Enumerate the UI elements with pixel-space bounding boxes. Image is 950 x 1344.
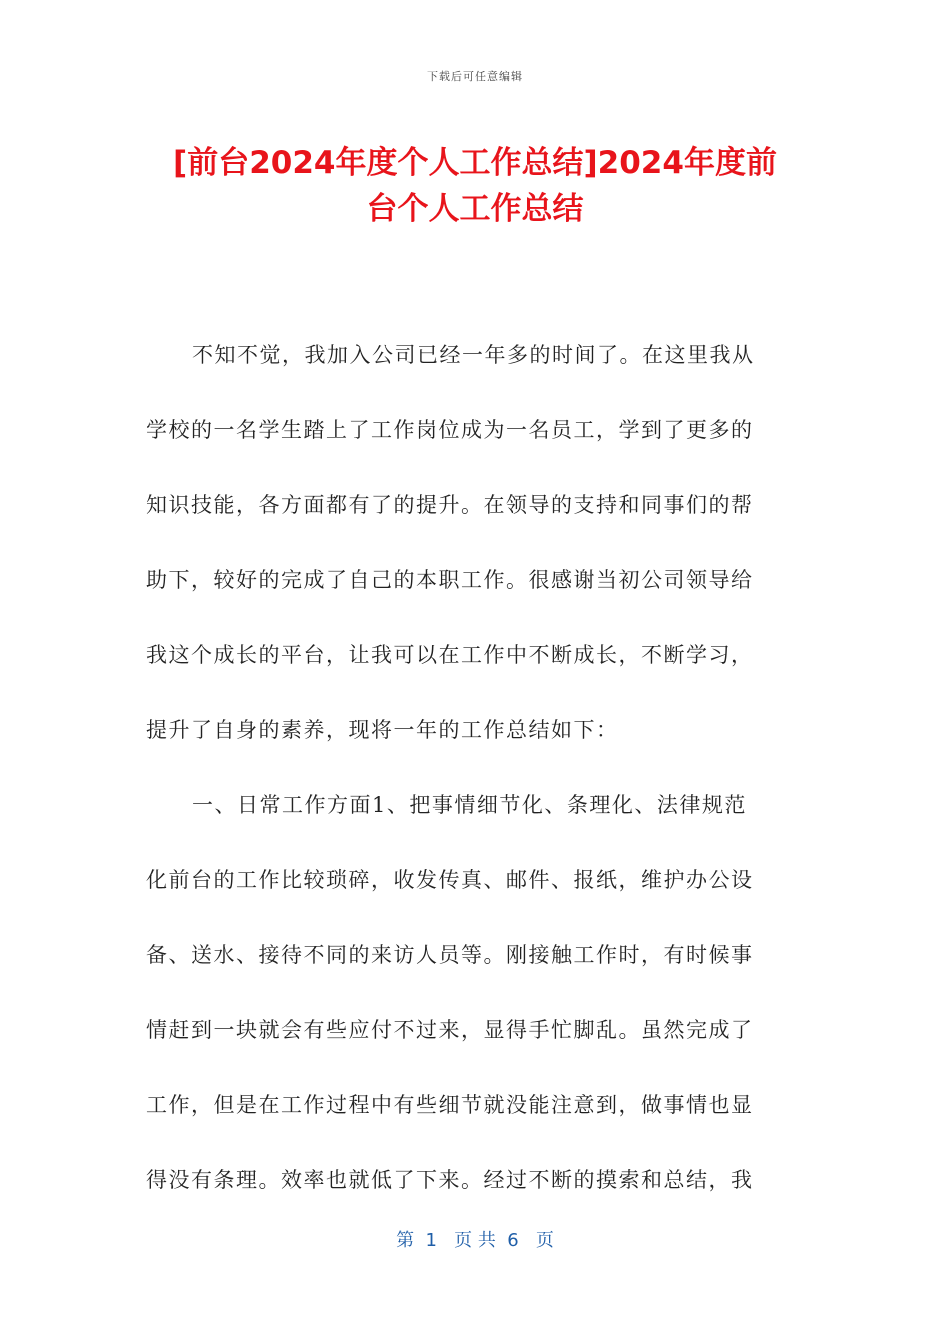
body-line: 得没有条理。效率也就低了下来。经过不断的摸索和总结，我 xyxy=(146,1168,754,1192)
body-line: 工作，但是在工作过程中有些细节就没能注意到，做事情也显 xyxy=(146,1093,754,1117)
body-line: 化前台的工作比较琐碎，收发传真、邮件、报纸，维护办公设 xyxy=(146,868,754,892)
document-title xyxy=(100,140,850,232)
body-line: 情赶到一块就会有些应付不过来，显得手忙脚乱。虽然完成了 xyxy=(146,1018,754,1042)
document-title-line-1: [前台2024年度个人工作总结]2024年度前 xyxy=(173,145,777,181)
page-number-footer: 第 1 页 共 6 页 xyxy=(396,1230,554,1251)
body-line: 不知不觉，我加入公司已经一年多的时间了。在这里我从 xyxy=(192,343,755,367)
body-line: 我这个成长的平台，让我可以在工作中不断成长，不断学习， xyxy=(146,643,754,667)
document-title-line-2: 台个人工作总结 xyxy=(366,191,584,227)
body-line: 备、送水、接待不同的来访人员等。刚接触工作时，有时候事 xyxy=(146,943,754,967)
body-line: 学校的一名学生踏上了工作岗位成为一名员工，学到了更多的 xyxy=(146,418,754,442)
body-line: 提升了自身的素养，现将一年的工作总结如下： xyxy=(146,718,619,742)
body-line: 一、日常工作方面1、把事情细节化、条理化、法律规范 xyxy=(192,793,747,817)
body-line: 知识技能，各方面都有了的提升。在领导的支持和同事们的帮 xyxy=(146,493,754,517)
document-body xyxy=(146,318,796,1218)
body-line: 助下，较好的完成了自己的本职工作。很感谢当初公司领导给 xyxy=(146,568,754,592)
page-header-note: 下载后可任意编辑 xyxy=(427,70,523,83)
